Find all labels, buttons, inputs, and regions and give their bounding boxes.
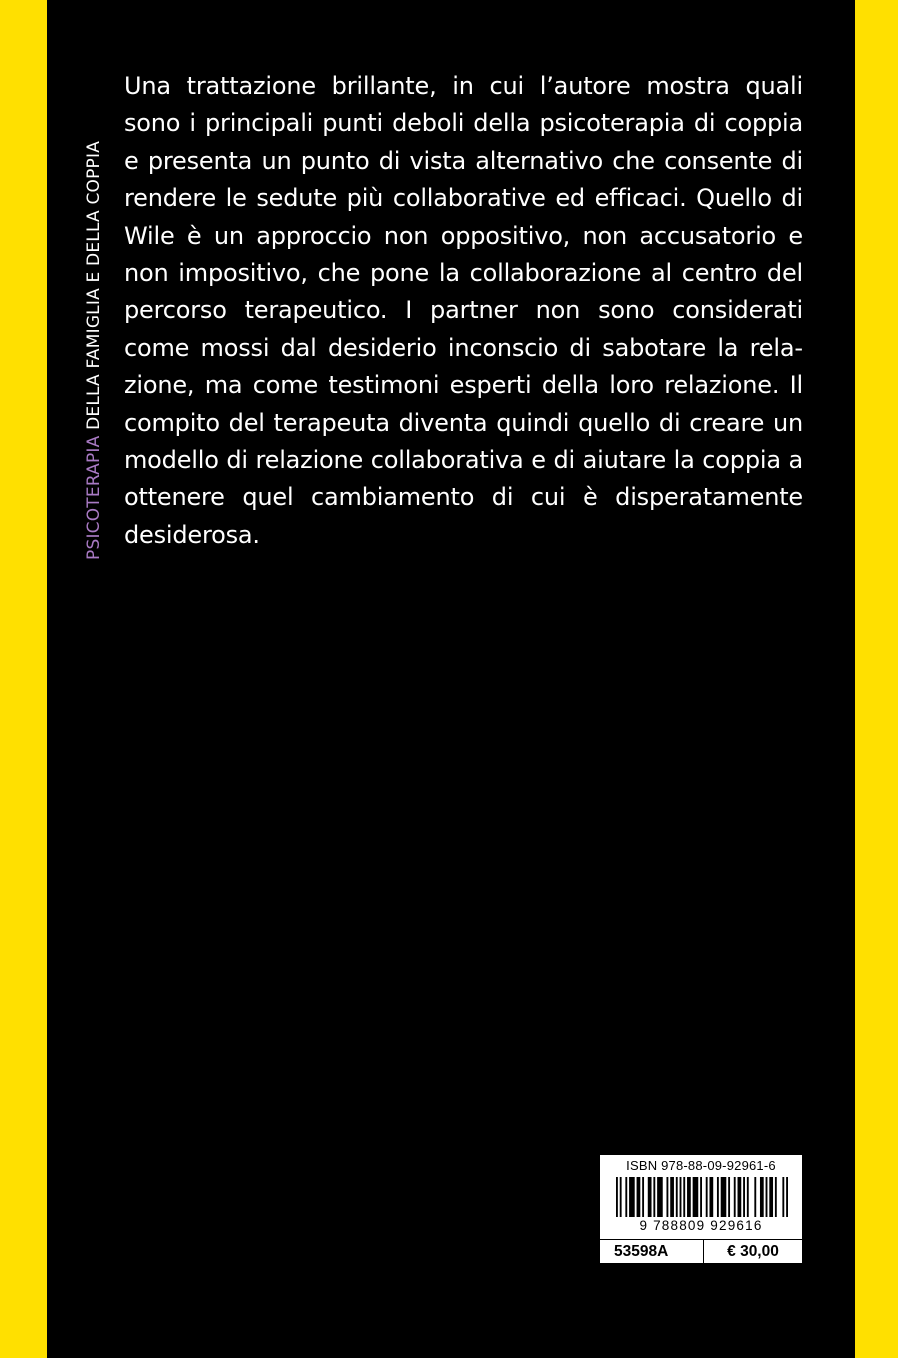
barcode-bar [670,1177,674,1217]
barcode-bar [648,1177,652,1217]
barcode-bar [653,1177,655,1217]
left-yellow-band [0,0,47,1358]
barcode-bar [683,1177,685,1217]
barcode-bar [754,1177,756,1217]
barcode-image [616,1177,788,1217]
series-title-vertical [84,141,104,560]
barcode-bar [616,1177,618,1217]
barcode-bar [775,1177,777,1217]
barcode-bar [734,1177,736,1217]
barcode-bar [721,1177,727,1217]
price-row [600,1239,802,1264]
barcode-bar [687,1177,691,1217]
barcode-box [599,1154,803,1264]
barcode-bar [728,1177,730,1217]
barcode-bar [693,1177,699,1217]
barcode-bar [666,1177,668,1217]
barcode-bar [706,1177,708,1217]
series-title-highlight: PSICOTERAPIA [84,435,104,560]
ean-digits: 9 788809 929616 [639,1218,763,1233]
series-title-rest: DELLA FAMIGLIA E DELLA COPPIA [84,140,104,436]
price-label: € 30,00 [727,1243,779,1260]
barcode-bar [700,1177,702,1217]
isbn-label: ISBN 978-88-09-92961-6 [626,1158,776,1173]
barcode-bar [680,1177,682,1217]
barcode-bar [709,1177,713,1217]
right-yellow-band [855,0,898,1358]
barcode-bar [657,1177,663,1217]
barcode-bar [769,1177,773,1217]
barcode-bar [676,1177,678,1217]
barcode-bar [637,1177,641,1217]
barcode-bar [717,1177,719,1217]
barcode-bar [738,1177,742,1217]
product-code: 53598A [600,1240,704,1264]
barcode-bar [629,1177,635,1217]
barcode-bar [766,1177,768,1217]
barcode-bar [782,1177,784,1217]
barcode-bar [625,1177,627,1217]
barcode-bar [743,1177,745,1217]
barcode-bar [786,1177,788,1217]
barcode-bar [747,1177,749,1217]
barcode-bar [642,1177,644,1217]
barcode-bar [760,1177,764,1217]
back-cover-blurb: Una trattazione brillante, in cui l’autore mostra quali sono i principali punti deboli della psicoterapia di coppia e presenta un punto di vista alternativo che consente di rendere le sedute più collaborative ed efficaci. Quello di Wile è un approccio non oppositivo, non accusatorio e non impositivo, che pone la collaborazione al centro del percorso terapeutico. I partner non sono considerati come mossi dal desiderio inconscio di sabotare la relazione, ma come testimoni esperti della loro relazione. Il compito del terapeuta diventa quindi quello di creare un modello di relazione collaborativa e di aiutare la coppia a ottenere quel cambiamento di cui è disperatamente desiderosa. [124,72,803,549]
barcode-bar [620,1177,622,1217]
